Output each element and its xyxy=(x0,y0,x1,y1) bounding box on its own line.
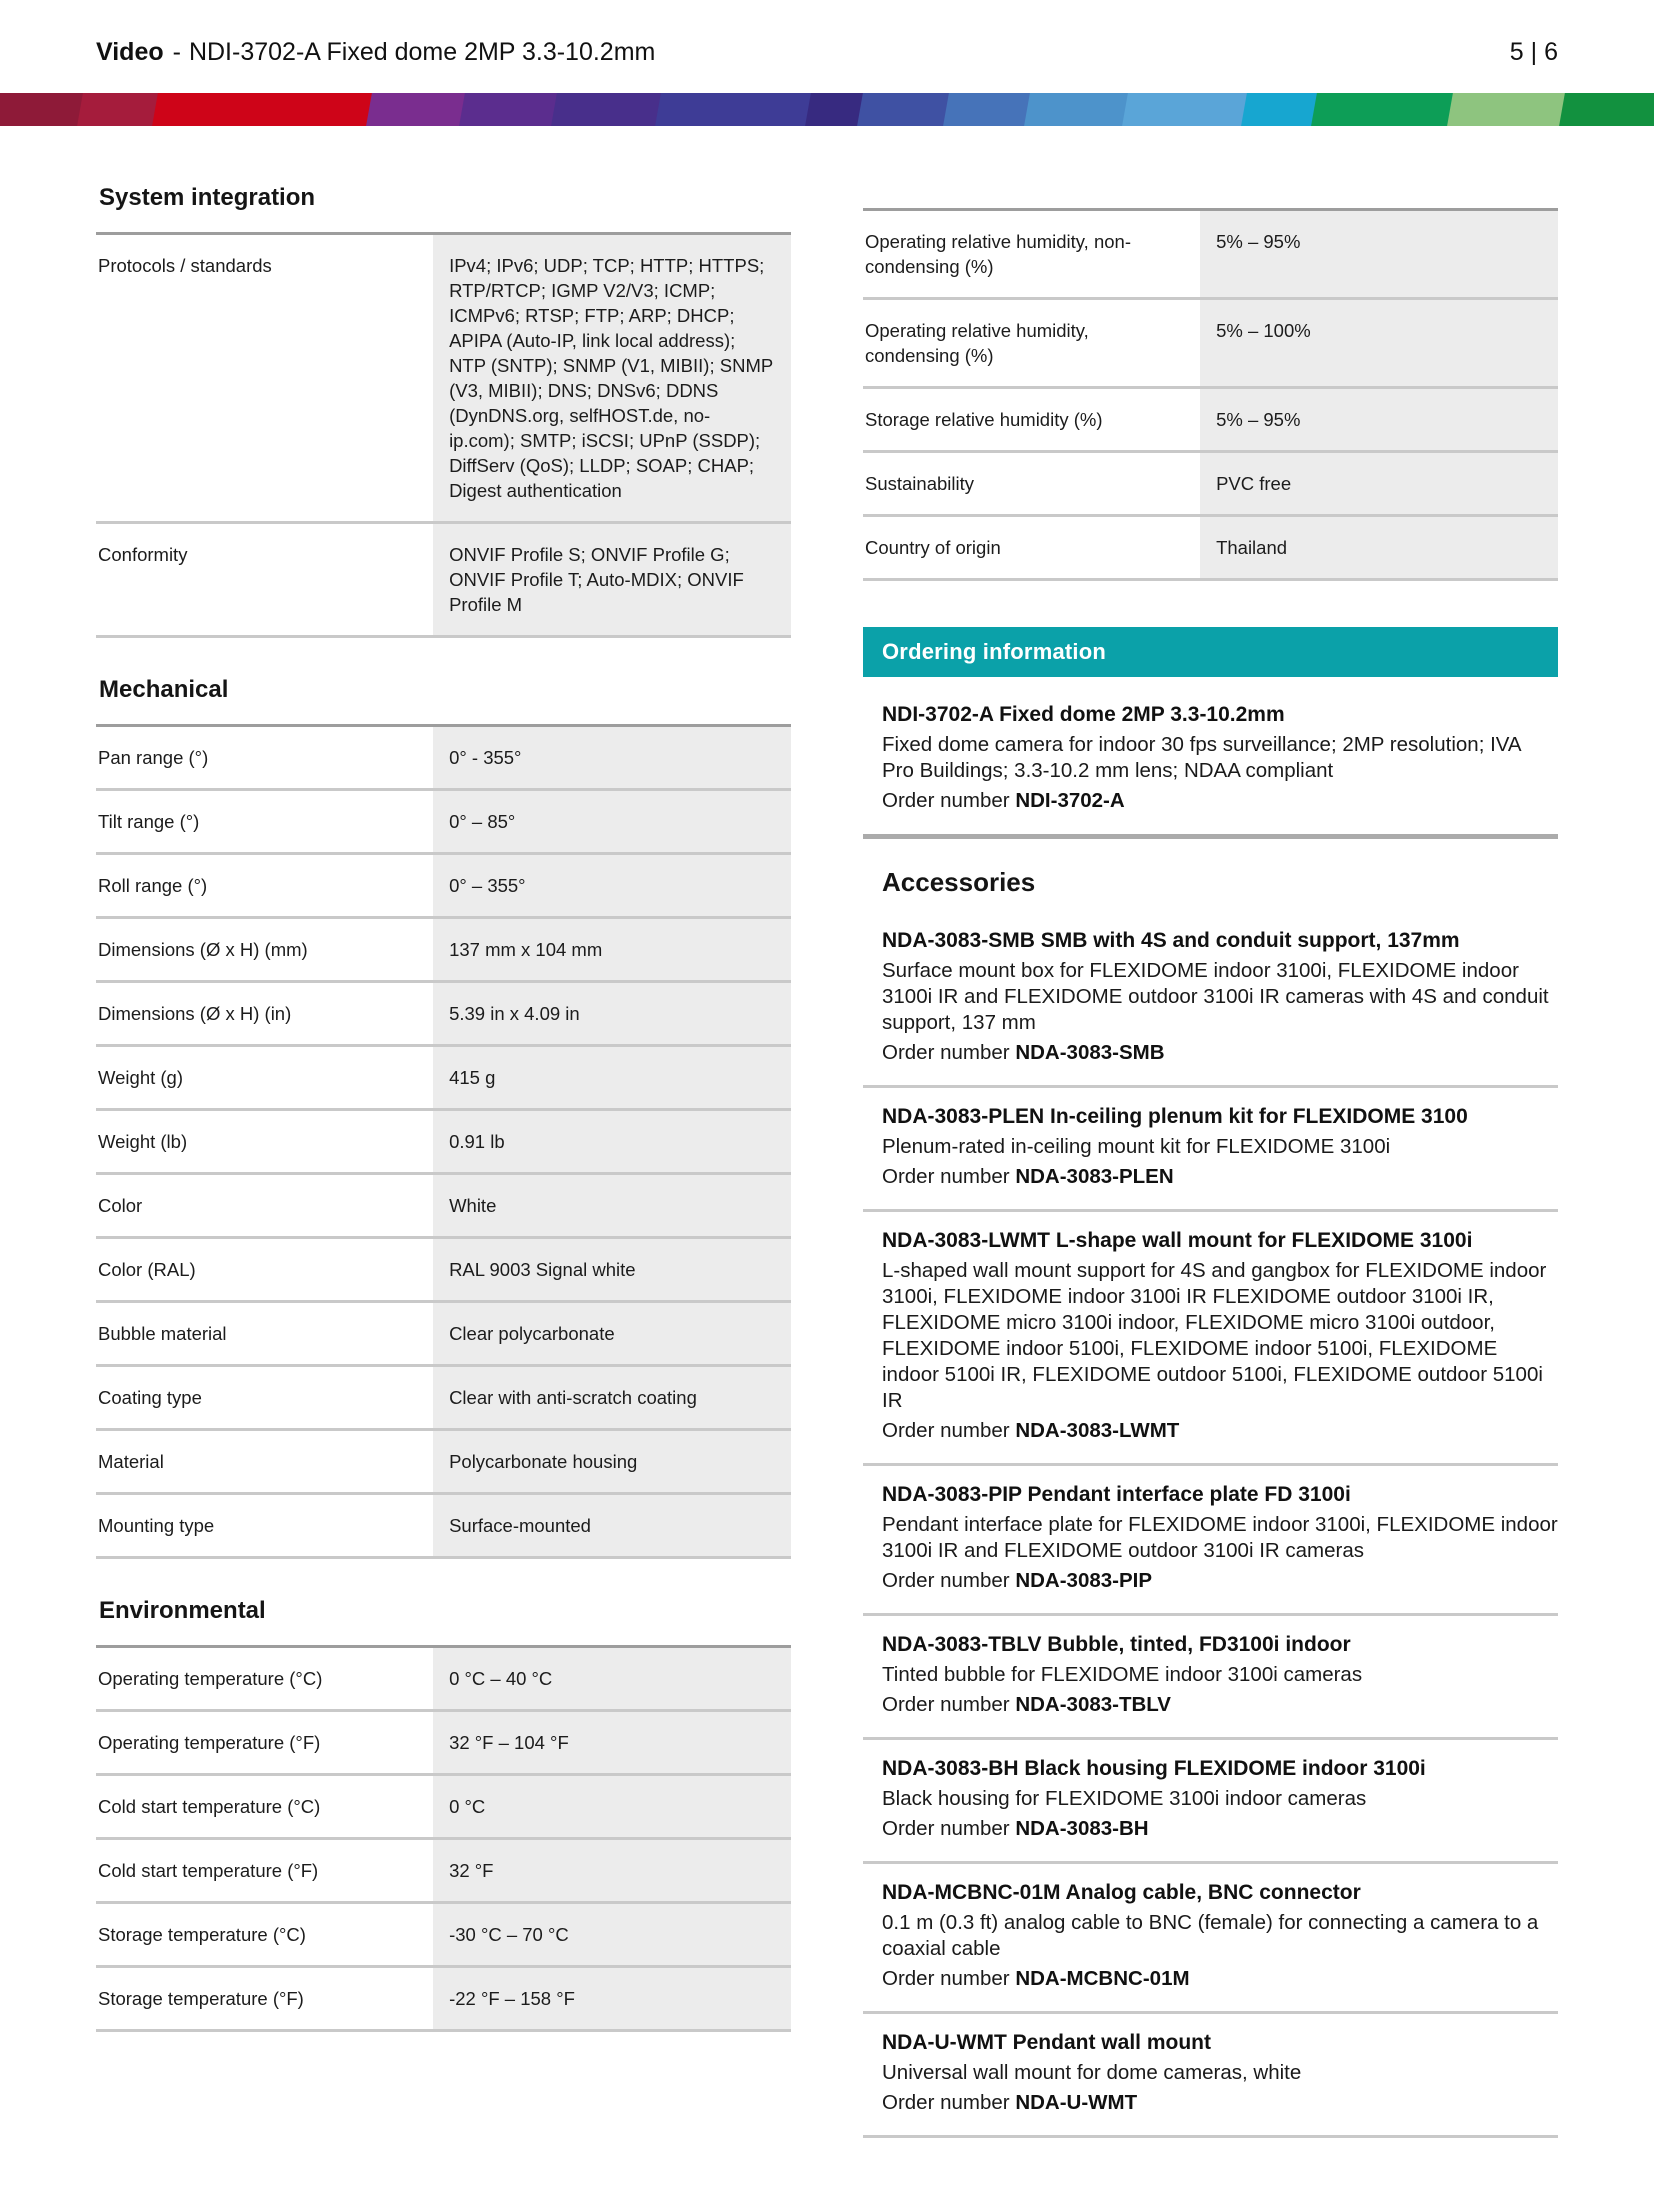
section-title: Environmental xyxy=(99,1597,266,1624)
spec-label: Material xyxy=(98,1451,164,1472)
spec-label: Roll range (°) xyxy=(98,875,208,896)
order-number-line xyxy=(882,1418,1558,1444)
order-number-value: NDA-U-WMT xyxy=(1015,2091,1138,2114)
spec-row xyxy=(96,1840,791,1904)
order-number-label: Order number xyxy=(882,1693,1010,1716)
product-title: NDI-3702-A Fixed dome 2MP 3.3-10.2mm xyxy=(882,703,1285,726)
order-number-label: Order number xyxy=(882,1817,1010,1840)
accessory-title: NDA-3083-BH Black housing FLEXIDOME indoor 3100i xyxy=(882,1757,1426,1780)
spec-value: PVC free xyxy=(1200,453,1558,514)
order-number-value: NDI-3702-A xyxy=(1015,789,1125,812)
spec-label: Storage temperature (°C) xyxy=(98,1924,306,1945)
order-number-value: NDA-3083-BH xyxy=(1015,1817,1149,1840)
spec-value: Surface-mounted xyxy=(433,1495,791,1556)
spec-label: Dimensions (Ø x H) (mm) xyxy=(98,939,308,960)
section-title: Mechanical xyxy=(99,676,229,703)
spec-value: 5% – 95% xyxy=(1200,211,1558,297)
ordering-information-header xyxy=(863,627,1558,677)
spec-row xyxy=(863,517,1558,581)
spec-table xyxy=(96,232,791,638)
spec-row xyxy=(96,1968,791,2032)
spec-label: Operating relative humidity, non-condensing (%) xyxy=(865,231,1131,277)
accessory-item xyxy=(863,2014,1558,2138)
accessory-description: 0.1 m (0.3 ft) analog cable to BNC (female) for connecting a camera to a coaxial cable xyxy=(882,1911,1539,1960)
order-number-line xyxy=(882,1816,1558,1842)
section-divider xyxy=(863,834,1558,839)
spec-value: IPv4; IPv6; UDP; TCP; HTTP; HTTPS; RTP/RTCP; IGMP V2/V3; ICMP; ICMPv6; RTSP; FTP; ARP; DHCP; APIPA (Auto-IP, link local address); NTP (SNTP); SNMP (V1, MIBII); SNMP (V3, MIBII); DNS; DNSv6; DDNS (DynDNS.org, selfHOST.de, no-ip.com); SMTP; iSCSI; UPnP (SSDP); DiffServ (QoS); LLDP; SOAP; CHAP; Digest authentication xyxy=(433,235,791,521)
spec-value: 0.91 lb xyxy=(433,1111,791,1172)
spec-row xyxy=(96,235,791,524)
order-number-line xyxy=(882,788,1558,814)
accessories-list xyxy=(863,912,1558,2138)
header-title xyxy=(96,38,655,67)
spec-value: 5% – 95% xyxy=(1200,389,1558,450)
spec-label: Tilt range (°) xyxy=(98,811,200,832)
spec-table xyxy=(96,1645,791,2032)
spec-value: -30 °C – 70 °C xyxy=(433,1904,791,1965)
accessories-heading: Accessories xyxy=(882,867,1036,897)
spec-label: Sustainability xyxy=(865,473,975,494)
spec-value: 5% – 100% xyxy=(1200,300,1558,386)
spec-row xyxy=(96,1904,791,1968)
spec-label: Protocols / standards xyxy=(98,255,272,276)
accessory-item xyxy=(863,1088,1558,1212)
spec-label: Country of origin xyxy=(865,537,1001,558)
spec-row xyxy=(863,453,1558,517)
spec-value: RAL 9003 Signal white xyxy=(433,1239,791,1300)
order-number-line xyxy=(882,1040,1558,1066)
spec-value: Polycarbonate housing xyxy=(433,1431,791,1492)
colorbar-segment xyxy=(1311,93,1470,126)
colorbar-segment xyxy=(655,93,829,126)
spec-row xyxy=(96,1175,791,1239)
spec-label: Weight (lb) xyxy=(98,1131,188,1152)
page-number: 5 | 6 xyxy=(1509,38,1558,66)
page-header xyxy=(0,0,1654,93)
spec-row xyxy=(96,1047,791,1111)
spec-row xyxy=(96,1712,791,1776)
order-number-label: Order number xyxy=(882,2091,1010,2114)
order-number-value: NDA-3083-LWMT xyxy=(1015,1419,1180,1442)
brand-colorbar xyxy=(0,93,1654,126)
order-number-line xyxy=(882,1692,1558,1718)
spec-section xyxy=(96,1597,791,2032)
order-number-line xyxy=(882,1164,1558,1190)
spec-row xyxy=(96,1431,791,1495)
spec-value: 415 g xyxy=(433,1047,791,1108)
spec-table xyxy=(96,724,791,1559)
spec-row xyxy=(96,1239,791,1303)
order-number-label: Order number xyxy=(882,1569,1010,1592)
accessory-title: NDA-3083-PLEN In-ceiling plenum kit for FLEXIDOME 3100 xyxy=(882,1105,1468,1128)
spec-value: Clear with anti-scratch coating xyxy=(433,1367,791,1428)
spec-label: Color (RAL) xyxy=(98,1259,196,1280)
order-number-value: NDA-3083-PIP xyxy=(1015,1569,1153,1592)
section-title: System integration xyxy=(99,184,316,211)
order-number-label: Order number xyxy=(882,1165,1010,1188)
spec-row xyxy=(96,1495,791,1559)
accessory-title: NDA-3083-PIP Pendant interface plate FD 3100i xyxy=(882,1483,1351,1506)
header-product-name: NDI-3702-A Fixed dome 2MP 3.3-10.2mm xyxy=(188,38,656,66)
spec-label: Storage temperature (°F) xyxy=(98,1988,304,2009)
accessory-title: NDA-3083-SMB SMB with 4S and conduit support, 137mm xyxy=(882,929,1460,952)
spec-label: Coating type xyxy=(98,1387,202,1408)
accessory-description: Pendant interface plate for FLEXIDOME indoor 3100i, FLEXIDOME indoor 3100i IR and FLEXIDOME outdoor 3100i IR cameras xyxy=(882,1513,1558,1562)
spec-label: Cold start temperature (°F) xyxy=(98,1860,319,1881)
spec-label: Operating relative humidity, condensing (%) xyxy=(865,320,1089,366)
accessory-item xyxy=(863,1740,1558,1864)
order-number-value: NDA-MCBNC-01M xyxy=(1015,1967,1190,1990)
colorbar-segment xyxy=(152,93,390,126)
spec-label: Bubble material xyxy=(98,1323,227,1344)
spec-value: Clear polycarbonate xyxy=(433,1303,791,1364)
order-number-line xyxy=(882,1966,1558,1992)
product-description: Fixed dome camera for indoor 30 fps surveillance; 2MP resolution; IVA Pro Buildings; 3.3-10.2 mm lens; NDAA compliant xyxy=(882,733,1521,782)
order-number-value: NDA-3083-PLEN xyxy=(1015,1165,1174,1188)
spec-label: Operating temperature (°C) xyxy=(98,1668,323,1689)
spec-label: Dimensions (Ø x H) (in) xyxy=(98,1003,292,1024)
spec-value: 0 °C xyxy=(433,1776,791,1837)
order-number-label: Order number xyxy=(882,1967,1010,1990)
spec-label: Color xyxy=(98,1195,143,1216)
accessory-description: Surface mount box for FLEXIDOME indoor 3100i, FLEXIDOME indoor 3100i IR and FLEXIDOME outdoor 3100i IR cameras with 4S and conduit support, 137 mm xyxy=(882,959,1549,1034)
accessory-description: Black housing for FLEXIDOME 3100i indoor cameras xyxy=(882,1787,1367,1810)
spec-value: 0° – 85° xyxy=(433,791,791,852)
header-category: Video xyxy=(96,38,164,66)
spec-row xyxy=(863,300,1558,389)
spec-value: Thailand xyxy=(1200,517,1558,578)
spec-value: 137 mm x 104 mm xyxy=(433,919,791,980)
accessory-item xyxy=(863,1466,1558,1616)
environmental-table-continued xyxy=(863,208,1558,581)
order-number-value: NDA-3083-SMB xyxy=(1015,1041,1165,1064)
spec-row xyxy=(96,791,791,855)
accessory-description: Tinted bubble for FLEXIDOME indoor 3100i cameras xyxy=(882,1663,1363,1686)
spec-label: Conformity xyxy=(98,544,188,565)
left-column xyxy=(96,180,791,2032)
colorbar-segment xyxy=(1559,93,1654,126)
ordering-information-title: Ordering information xyxy=(882,639,1106,664)
spec-value: 0 °C – 40 °C xyxy=(433,1648,791,1709)
order-number-line xyxy=(882,2090,1558,2116)
spec-row xyxy=(96,855,791,919)
spec-row xyxy=(96,1648,791,1712)
accessory-item xyxy=(863,912,1558,1088)
spec-label: Pan range (°) xyxy=(98,747,209,768)
product-block xyxy=(863,677,1558,834)
spec-row xyxy=(863,211,1558,300)
spec-section xyxy=(96,676,791,1559)
order-number-label: Order number xyxy=(882,789,1010,812)
order-number-line xyxy=(882,1568,1558,1594)
accessory-description: Universal wall mount for dome cameras, white xyxy=(882,2061,1302,2084)
order-number-value: NDA-3083-TBLV xyxy=(1015,1693,1171,1716)
spec-value: 0° - 355° xyxy=(433,727,791,788)
spec-row xyxy=(96,1111,791,1175)
header-separator: - xyxy=(172,38,181,66)
spec-value: 0° – 355° xyxy=(433,855,791,916)
accessory-item xyxy=(863,1864,1558,2014)
spec-value: White xyxy=(433,1175,791,1236)
spec-value: 5.39 in x 4.09 in xyxy=(433,983,791,1044)
order-number-label: Order number xyxy=(882,1419,1010,1442)
spec-row xyxy=(96,1367,791,1431)
accessory-item xyxy=(863,1212,1558,1466)
accessory-title: NDA-3083-TBLV Bubble, tinted, FD3100i indoor xyxy=(882,1633,1351,1656)
accessory-title: NDA-U-WMT Pendant wall mount xyxy=(882,2031,1211,2054)
accessory-description: L-shaped wall mount support for 4S and gangbox for FLEXIDOME indoor 3100i, FLEXIDOME indoor 3100i IR FLEXIDOME outdoor 3100i IR, FLEXIDOME micro 3100i indoor, FLEXIDOME micro 3100i outdoor, FLEXIDOME indoor 5100i, FLEXIDOME indoor 5100i, FLEXIDOME indoor 5100i IR, FLEXIDOME outdoor 5100i, FLEXIDOME outdoor 5100i IR xyxy=(882,1259,1547,1412)
spec-section xyxy=(96,184,791,638)
accessory-item xyxy=(863,1616,1558,1740)
spec-value: -22 °F – 158 °F xyxy=(433,1968,791,2029)
accessory-title: NDA-MCBNC-01M Analog cable, BNC connector xyxy=(882,1881,1361,1904)
spec-label: Operating temperature (°F) xyxy=(98,1732,321,1753)
spec-value: ONVIF Profile S; ONVIF Profile G; ONVIF Profile T; Auto-MDIX; ONVIF Profile M xyxy=(433,524,791,635)
spec-row xyxy=(863,389,1558,453)
spec-row xyxy=(96,727,791,791)
accessory-title: NDA-3083-LWMT L-shape wall mount for FLEXIDOME 3100i xyxy=(882,1229,1473,1252)
spec-label: Mounting type xyxy=(98,1515,215,1536)
spec-label: Storage relative humidity (%) xyxy=(865,409,1103,430)
accessory-description: Plenum-rated in-ceiling mount kit for FLEXIDOME 3100i xyxy=(882,1135,1391,1158)
spec-value: 32 °F – 104 °F xyxy=(433,1712,791,1773)
spec-row xyxy=(96,1303,791,1367)
spec-value: 32 °F xyxy=(433,1840,791,1901)
right-column xyxy=(863,180,1558,2138)
content-columns xyxy=(0,180,1654,2138)
order-number-label: Order number xyxy=(882,1041,1010,1064)
spec-row xyxy=(96,919,791,983)
spec-label: Cold start temperature (°C) xyxy=(98,1796,321,1817)
spec-row xyxy=(96,1776,791,1840)
spec-row xyxy=(96,983,791,1047)
spec-row xyxy=(96,524,791,638)
spec-label: Weight (g) xyxy=(98,1067,183,1088)
